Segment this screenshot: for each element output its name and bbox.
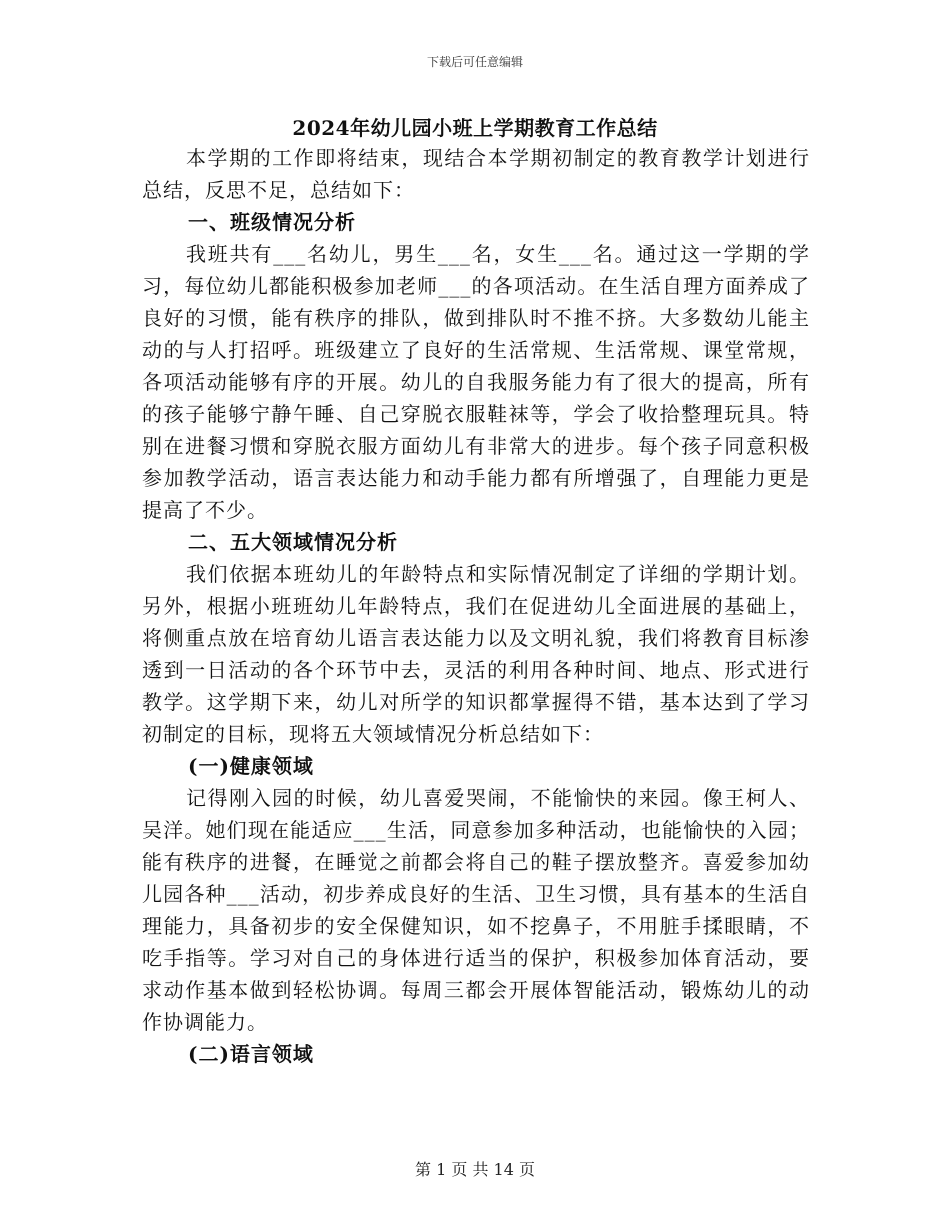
section-heading-class-analysis: 一、班级情况分析 xyxy=(188,210,356,234)
header-note: 下载后可任意编辑 xyxy=(426,55,523,69)
subsection-heading-health: (一)健康领域 xyxy=(188,754,314,778)
intro-paragraph: 本学期的工作即将结束，现结合本学期初制定的教育教学计划进行总结，反思不足，总结如下： xyxy=(142,146,810,202)
section-heading-five-domains: 二、五大领域情况分析 xyxy=(188,530,398,554)
five-domains-paragraph: 我们依据本班幼儿的年龄特点和实际情况制定了详细的学期计划。另外，根据小班班幼儿年龄特点，我们在促进幼儿全面进展的基础上，将侧重点放在培育幼儿语言表达能力以及文明礼貌，我们将教育目标渗透到一日活动的各个环节中去，灵活的利用各种时间、地点、形式进行教学。这学期下来，幼儿对所学的知识都掌握得不错，基本达到了学习初制定的目标，现将五大领域情况分析总结如下： xyxy=(142,562,810,746)
class-analysis-paragraph: 我班共有___名幼儿，男生___名，女生___名。通过这一学期的学习，每位幼儿都能积极参加老师___的各项活动。在生活自理方面养成了良好的习惯，能有秩序的排队，做到排队时不推不挤。大多数幼儿能主动的与人打招呼。班级建立了良好的生活常规、生活常规、课堂常规，各项活动能够有序的开展。幼儿的自我服务能力有了很大的提高，所有的孩子能够宁静午睡、自己穿脱衣服鞋袜等，学会了收拾整理玩具。特别在进餐习惯和穿脱衣服方面幼儿有非常大的进步。每个孩子同意积极参加教学活动，语言表达能力和动手能力都有所增强了，自理能力更是提高了不少。 xyxy=(142,242,810,522)
health-paragraph: 记得刚入园的时候，幼儿喜爱哭闹，不能愉快的来园。像王柯人、吴洋。她们现在能适应___生活，同意参加多种活动，也能愉快的入园；能有秩序的进餐，在睡觉之前都会将自己的鞋子摆放整齐。喜爱参加幼儿园各种___活动，初步养成良好的生活、卫生习惯，具有基本的生活自理能力，具备初步的安全保健知识，如不挖鼻子，不用脏手揉眼睛，不吃手指等。学习对自己的身体进行适当的保护，积极参加体育活动，要求动作基本做到轻松协调。每周三都会开展体智能活动，锻炼幼儿的动作协调能力。 xyxy=(142,786,810,1034)
document-body xyxy=(142,142,810,1070)
document-title: 2024年幼儿园小班上学期教育工作总结 xyxy=(292,116,658,140)
page-number-footer: 第 1 页 共 14 页 xyxy=(415,1160,535,1179)
subsection-heading-language: (二)语言领域 xyxy=(188,1042,314,1066)
